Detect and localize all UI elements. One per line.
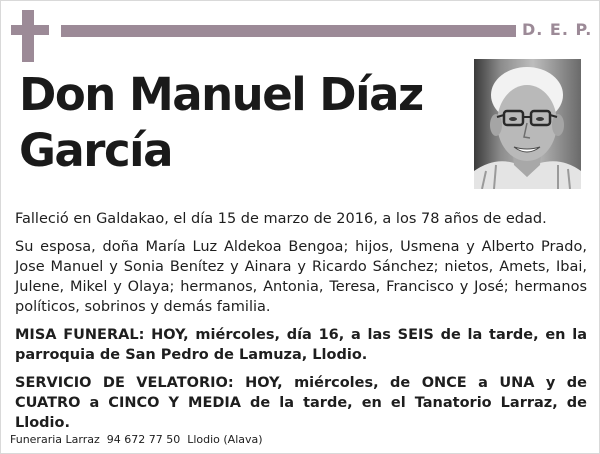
deceased-name: Don Manuel Díaz García	[19, 68, 423, 177]
deceased-photo	[474, 59, 581, 189]
wake-service-info: SERVICIO DE VELATORIO: HOY, miércoles, de ONCE a UNA y de CUATRO a CINCO Y MEDIA de la tarde, en el Tanatorio Larraz, de Llodio.	[15, 375, 587, 431]
dep-label: D. E. P.	[522, 20, 593, 39]
announcement-body	[15, 209, 587, 441]
header-divider	[61, 25, 516, 37]
funeral-mass-info: MISA FUNERAL: HOY, miércoles, día 16, a las SEIS de la tarde, en la parroquia de San Pedro de Lamuza, Llodio.	[15, 327, 587, 363]
funeral-home-footer: Funeraria Larraz 94 672 77 50 Llodio (Alava)	[10, 433, 263, 446]
family-list: Su esposa, doña María Luz Aldekoa Bengoa; hijos, Usmena y Alberto Prado, Jose Manuel y Sonia Benítez y Ainara y Ricardo Sánchez; nietos, Amets, Ibai, Julene, Mikel y Olaya; hermanos, Antonia, Teresa, Francisco y José; hermanos políticos, sobrinos y demás familia.	[15, 239, 587, 315]
cross-icon	[1, 1, 61, 61]
death-notice: Falleció en Galdakao, el día 15 de marzo de 2016, a los 78 años de edad.	[15, 211, 547, 227]
